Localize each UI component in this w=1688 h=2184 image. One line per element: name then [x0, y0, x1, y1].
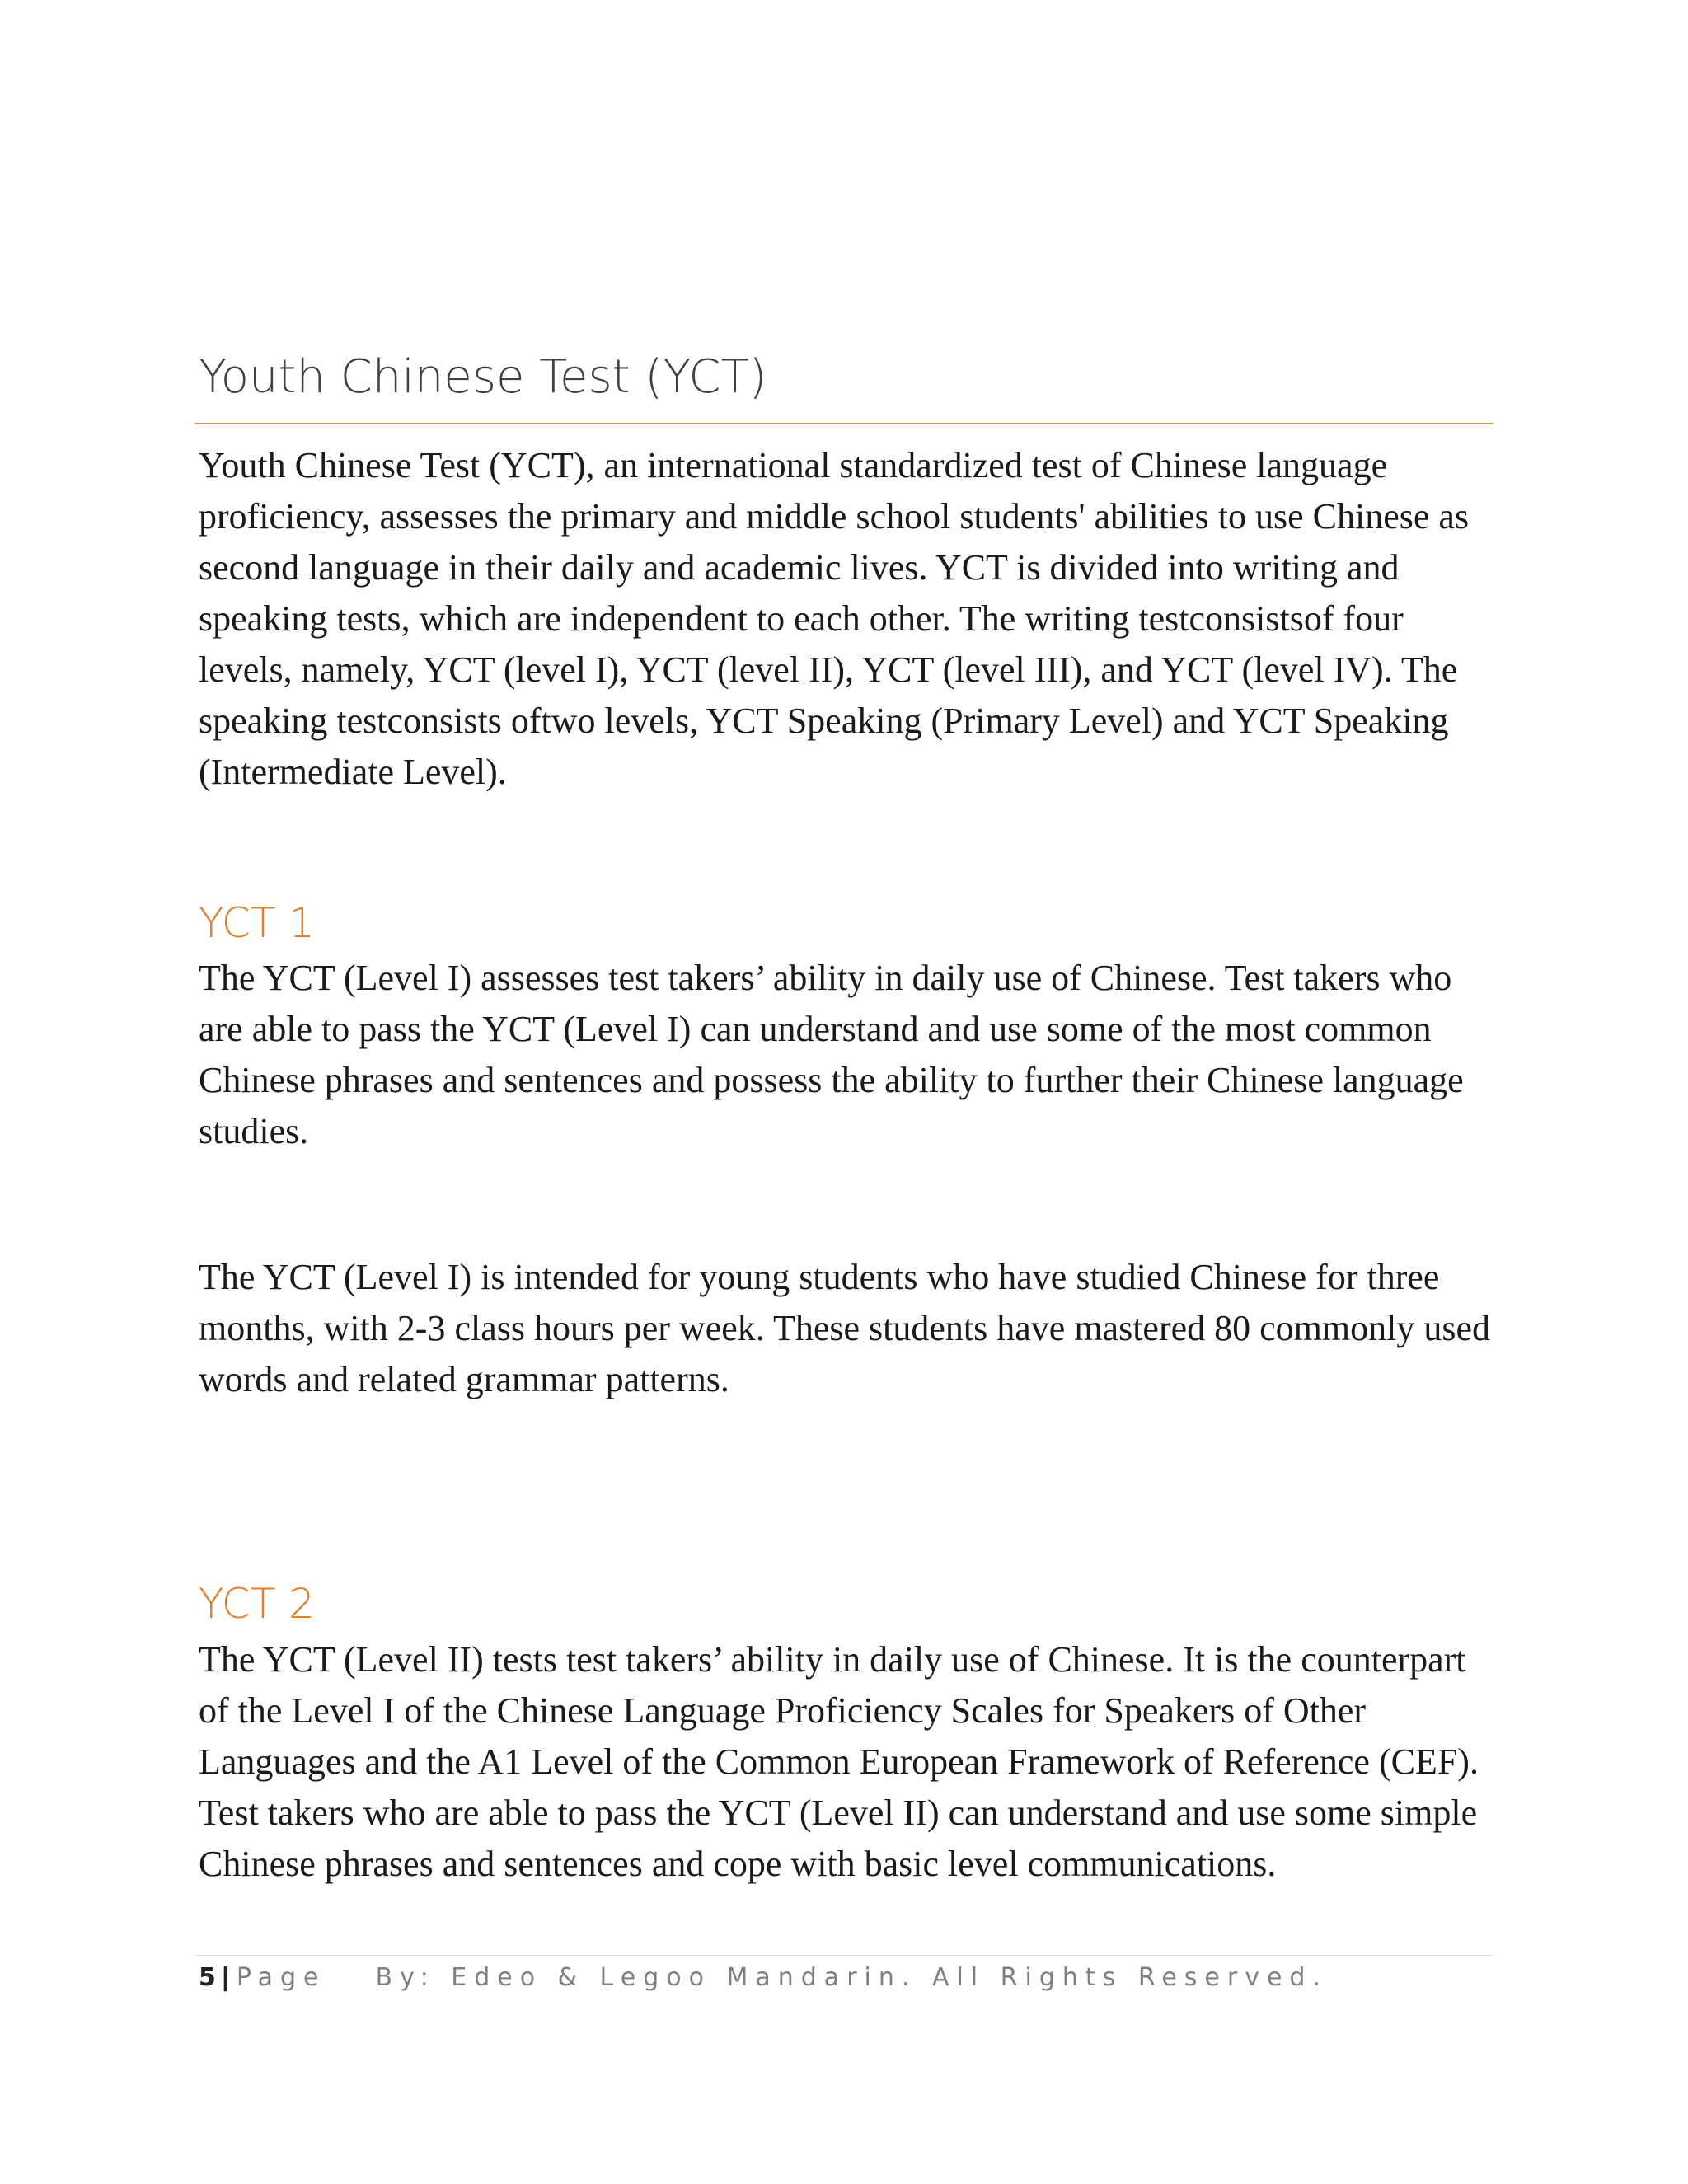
page-title: Youth Chinese Test (YCT) [199, 350, 767, 404]
footer-divider [195, 1955, 1493, 1956]
page-number: 5 [199, 1963, 216, 1992]
page-label: Page [236, 1963, 326, 1992]
yct1-paragraph-1: The YCT (Level I) assesses test takers’ ability in daily use of Chinese. Test takers who are able to pass the YCT (Level I) can understand and use some of the most common Chinese phrases and sentences and possess the ability to further their Chinese language studies. [199, 958, 1464, 1151]
yct1-paragraph-2: The YCT (Level I) is intended for young students who have studied Chinese for three months, with 2-3 class hours per week. These students have mastered 80 commonly used words and related grammar patterns. [199, 1257, 1490, 1399]
title-underline [195, 423, 1493, 424]
page-footer [199, 1963, 1328, 1992]
intro-paragraph: Youth Chinese Test (YCT), an international standardized test of Chinese language proficiency, assesses the primary and middle school students' abilities to use Chinese as second language in their daily and academic lives. YCT is divided into writing and speaking tests, which are independent to each other. The writing testconsistsof four levels, namely, YCT (level I), YCT (level II), YCT (level III), and YCT (level IV). The speaking testconsists oftwo levels, YCT Speaking (Primary Level) and YCT Speaking (Intermediate Level). [199, 445, 1470, 792]
footer-credit: By: Edeo & Legoo Mandarin. All Rights Reserved. [375, 1963, 1329, 1992]
section-heading-yct1: YCT 1 [199, 899, 315, 947]
yct2-paragraph-1: The YCT (Level II) tests test takers’ ability in daily use of Chinese. It is the counterpart of the Level I of the Chinese Language Proficiency Scales for Speakers of Other Languages and the A1 Level of the Common European Framework of Reference (CEF). Test takers who are able to pass the YCT (Level II) can understand and use some simple Chinese phrases and sentences and cope with basic level communications. [199, 1639, 1479, 1884]
footer-separator: | [220, 1963, 230, 1992]
section-heading-yct2: YCT 2 [199, 1580, 315, 1628]
